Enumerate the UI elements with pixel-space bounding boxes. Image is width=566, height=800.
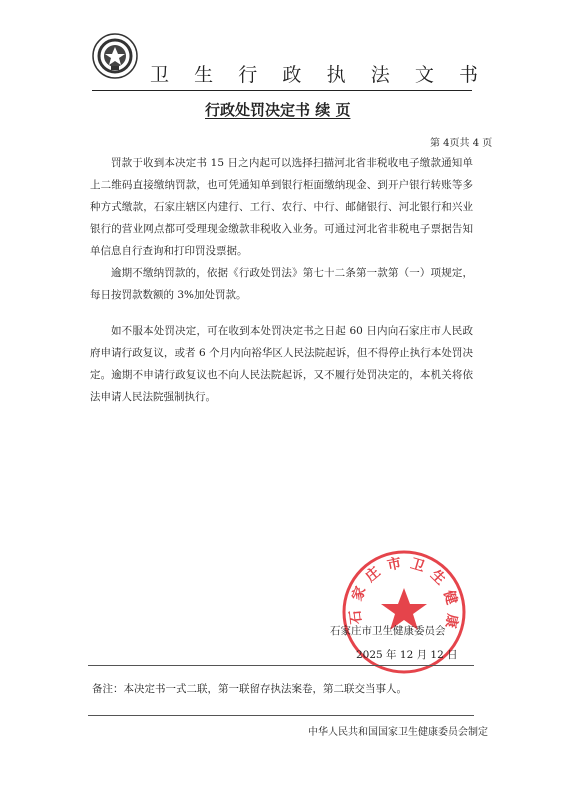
paragraph-text: 如不服本处罚决定，可在收到本处罚决定书之日起 60 日内向石家庄市人民政府申请行政复议，或者 6 个月内向裕华区人民法院起诉，但不得停止执行本处罚决定。逾期不申请行政复议也不向人民法院起诉，又不履行处罚决定的，本机关将依法申请人民法院强制执行。 bbox=[90, 325, 473, 403]
document-header-title: 卫生行政执法文书 bbox=[150, 64, 480, 86]
paragraph-text: 逾期不缴纳罚款的，依据《行政处罚法》第七十二条第一款第（一）项规定，每日按罚款数额的 3%加处罚款。 bbox=[90, 267, 473, 301]
health-emblem-icon bbox=[92, 33, 138, 79]
svg-text:石家庄市卫生健康委员会: 石家庄市卫生健康 bbox=[347, 555, 461, 630]
issuer-name: 石家庄市卫生健康委员会 bbox=[330, 625, 446, 637]
issue-date: 2025 年 12 月 12 日 bbox=[356, 649, 458, 661]
note-divider-bottom bbox=[88, 715, 474, 716]
paragraph-appeal-rights bbox=[90, 320, 473, 408]
note-divider-top bbox=[88, 665, 474, 666]
document-footer: 中华人民共和国国家卫生健康委员会制定 bbox=[308, 727, 488, 738]
page-counter: 第 4页共 4 页 bbox=[430, 138, 493, 149]
paragraph-late-penalty bbox=[90, 262, 473, 306]
header-rule bbox=[92, 90, 472, 91]
document-title: 行政处罚决定书 续 页 bbox=[205, 101, 351, 119]
document-note: 备注：本决定书一式二联，第一联留存执法案卷，第二联交当事人。 bbox=[92, 683, 407, 695]
paragraph-payment-methods bbox=[90, 152, 473, 262]
paragraph-text: 罚款于收到本决定书 15 日之内起可以选择扫描河北省非税收电子缴款通知单上二维码直接缴纳罚款，也可凭通知单到银行柜面缴纳现金、到开户银行转账等多种方式缴款，石家庄辖区内建行、工行、农行、中行、邮储银行、河北银行和兴业银行的营业网点都可受理现金缴款非税收入业务。可通过河北省非税电子票据告知单信息自行查询和打印罚没票据。 bbox=[90, 157, 473, 257]
